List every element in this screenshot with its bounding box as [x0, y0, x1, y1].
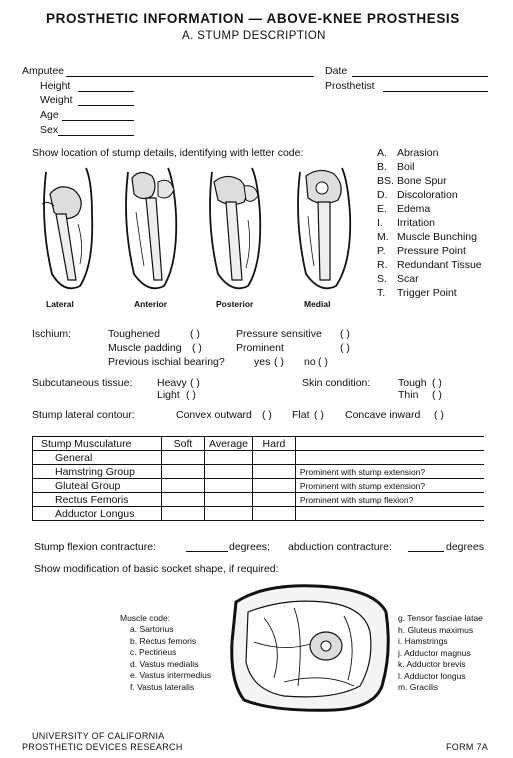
table-row: [33, 451, 484, 465]
convex-label: Convex outward: [176, 409, 252, 421]
stump-medial-drawing[interactable]: [290, 162, 362, 296]
row-note: [295, 451, 484, 465]
prominent-label: Prominent: [236, 342, 284, 354]
thin-label: Thin: [398, 389, 419, 401]
prosthetist-field[interactable]: [383, 91, 488, 92]
soft-cell[interactable]: [162, 479, 205, 493]
convex-checkbox[interactable]: ( ): [262, 409, 272, 421]
yes-checkbox[interactable]: ( ): [274, 356, 284, 368]
sex-label: Sex: [40, 124, 59, 136]
code-item: A. Abrasion: [377, 147, 439, 159]
sex-field[interactable]: [58, 135, 134, 136]
code-item: I. Irritation: [377, 217, 435, 229]
heavy-label: Heavy: [157, 377, 187, 389]
view-label-anterior: Anterior: [134, 299, 168, 309]
row-name: Rectus Femoris: [33, 493, 162, 507]
soft-cell[interactable]: [162, 507, 205, 521]
stump-posterior-drawing[interactable]: [200, 164, 272, 296]
hard-cell[interactable]: [252, 451, 295, 465]
heavy-checkbox[interactable]: ( ): [190, 377, 200, 389]
age-label: Age: [40, 109, 59, 121]
row-name: Hamstring Group: [33, 465, 162, 479]
hard-cell[interactable]: [252, 507, 295, 521]
table-row: [33, 493, 484, 507]
date-label: Date: [325, 65, 348, 77]
code-item: P. Pressure Point: [377, 245, 466, 257]
code-item: D. Discoloration: [377, 189, 458, 201]
footer-org-line1: UNIVERSITY OF CALIFORNIA: [32, 731, 165, 741]
table-header-row: [33, 437, 484, 451]
view-label-lateral: Lateral: [46, 299, 74, 309]
flat-checkbox[interactable]: ( ): [314, 409, 324, 421]
form-number: FORM 7A: [446, 742, 489, 752]
soft-cell[interactable]: [162, 493, 205, 507]
date-field[interactable]: [352, 76, 488, 77]
row-name: Gluteal Group: [33, 479, 162, 493]
table-row: [33, 465, 484, 479]
muscle-code-item: c. Pectineus: [130, 647, 177, 657]
muscle-padding-checkbox[interactable]: ( ): [192, 342, 202, 354]
muscle-code-title: Muscle code:: [120, 613, 171, 623]
abduction-degrees-field[interactable]: [408, 551, 444, 552]
header-average: Average: [205, 437, 253, 451]
weight-field[interactable]: [78, 105, 134, 106]
flat-label: Flat: [292, 409, 310, 421]
average-cell[interactable]: [205, 493, 253, 507]
code-item: BS. Bone Spur: [377, 175, 447, 187]
prosthetist-label: Prosthetist: [325, 80, 375, 92]
ischium-label: Ischium:: [32, 328, 72, 340]
muscle-code-left-list: [130, 624, 211, 693]
code-item: B. Boil: [377, 161, 415, 173]
code-item: M. Muscle Bunching: [377, 231, 477, 243]
header-hard: Hard: [252, 437, 295, 451]
row-note: Prominent with stump flexion?: [295, 493, 484, 507]
average-cell[interactable]: [205, 465, 253, 479]
light-checkbox[interactable]: ( ): [186, 389, 196, 401]
abduction-degrees-label: degrees: [446, 541, 484, 553]
footer-org-line2: PROSTHETIC DEVICES RESEARCH: [22, 742, 183, 752]
pressure-sensitive-checkbox[interactable]: ( ): [340, 328, 350, 340]
row-name: General: [33, 451, 162, 465]
soft-cell[interactable]: [162, 465, 205, 479]
concave-checkbox[interactable]: ( ): [434, 409, 444, 421]
muscle-code-item: d. Vastus medialis: [130, 658, 199, 669]
no-label: no: [304, 356, 316, 368]
average-cell[interactable]: [205, 479, 253, 493]
hard-cell[interactable]: [252, 465, 295, 479]
form-title: PROSTHETIC INFORMATION — ABOVE-KNEE PROSTHESIS: [46, 11, 460, 26]
amputee-label: Amputee: [22, 65, 65, 77]
flexion-label: Stump flexion contracture:: [34, 541, 156, 553]
muscle-code-item: h. Gluteus maximus: [398, 624, 474, 635]
height-field[interactable]: [78, 91, 134, 92]
row-name: Adductor Longus: [33, 507, 162, 521]
location-instruction: Show location of stump details, identifying with letter code:: [32, 147, 304, 159]
no-checkbox[interactable]: ( ): [318, 356, 328, 368]
muscle-padding-label: Muscle padding: [108, 342, 182, 354]
muscle-code-item: m. Gracilis: [398, 682, 439, 692]
weight-label: Weight: [40, 94, 73, 106]
age-field[interactable]: [62, 120, 134, 121]
code-item: T. Trigger Point: [377, 287, 457, 299]
muscle-code-right-list: [398, 613, 483, 694]
header-musculature: Stump Musculature: [33, 437, 162, 451]
thin-checkbox[interactable]: ( ): [432, 389, 442, 401]
table-row: [33, 479, 484, 493]
tough-checkbox[interactable]: ( ): [432, 377, 442, 389]
muscle-code-item: k. Adductor brevis: [398, 659, 466, 669]
previous-bearing-label: Previous ischial bearing?: [108, 356, 225, 368]
light-label: Light: [157, 389, 180, 401]
stump-anterior-drawing[interactable]: [118, 162, 188, 296]
concave-label: Concave inward: [345, 409, 421, 421]
row-note: Prominent with stump extension?: [295, 465, 484, 479]
muscle-code-item: f. Vastus lateralis: [130, 681, 195, 692]
abduction-label: abduction contracture:: [288, 541, 392, 553]
hard-cell[interactable]: [252, 493, 295, 507]
muscle-code-item: i. Hamstrings: [398, 636, 448, 646]
muscle-code-item: g. Tensor fasciae latae: [398, 613, 483, 623]
height-label: Height: [40, 80, 71, 92]
stump-lateral-drawing[interactable]: [34, 164, 104, 296]
toughened-checkbox[interactable]: ( ): [190, 328, 200, 340]
toughened-label: Toughened: [108, 328, 160, 340]
hard-cell[interactable]: [252, 479, 295, 493]
muscle-code-item: l. Adductor longus: [398, 670, 466, 681]
musculature-table: [32, 436, 484, 521]
code-item: E. Edema: [377, 203, 431, 215]
average-cell[interactable]: [205, 451, 253, 465]
row-note: [295, 507, 484, 521]
skin-condition-label: Skin condition:: [302, 377, 371, 389]
table-row: [33, 507, 484, 521]
form-subtitle: A. STUMP DESCRIPTION: [182, 30, 326, 42]
tough-label: Tough: [398, 377, 427, 389]
average-cell[interactable]: [205, 507, 253, 521]
muscle-code-item: b. Rectus femoris: [130, 635, 197, 646]
code-item: R. Redundant Tissue: [377, 259, 482, 271]
muscle-code-item: a. Sartorius: [130, 624, 174, 634]
code-item: S. Scar: [377, 273, 419, 285]
view-label-medial: Medial: [304, 299, 331, 309]
code-list: [377, 146, 482, 300]
socket-cross-section-drawing[interactable]: [224, 582, 396, 714]
flexion-degrees-label: degrees;: [229, 541, 270, 553]
muscle-code-item: j. Adductor magnus: [398, 647, 471, 658]
muscle-code-item: e. Vastus intermedius: [130, 670, 212, 680]
soft-cell[interactable]: [162, 451, 205, 465]
header-soft: Soft: [162, 437, 205, 451]
header-notes: [295, 437, 484, 451]
contour-label: Stump lateral contour:: [32, 409, 135, 421]
subcutaneous-label: Subcutaneous tissue:: [32, 377, 133, 389]
amputee-field[interactable]: [66, 76, 314, 77]
row-note: Prominent with stump extension?: [295, 479, 484, 493]
socket-instruction: Show modification of basic socket shape, if required:: [34, 563, 279, 575]
prominent-checkbox[interactable]: ( ): [340, 342, 350, 354]
pressure-sensitive-label: Pressure sensitive: [236, 328, 322, 340]
yes-label: yes: [254, 356, 271, 368]
view-label-posterior: Posterior: [216, 299, 254, 309]
flexion-degrees-field[interactable]: [186, 551, 228, 552]
